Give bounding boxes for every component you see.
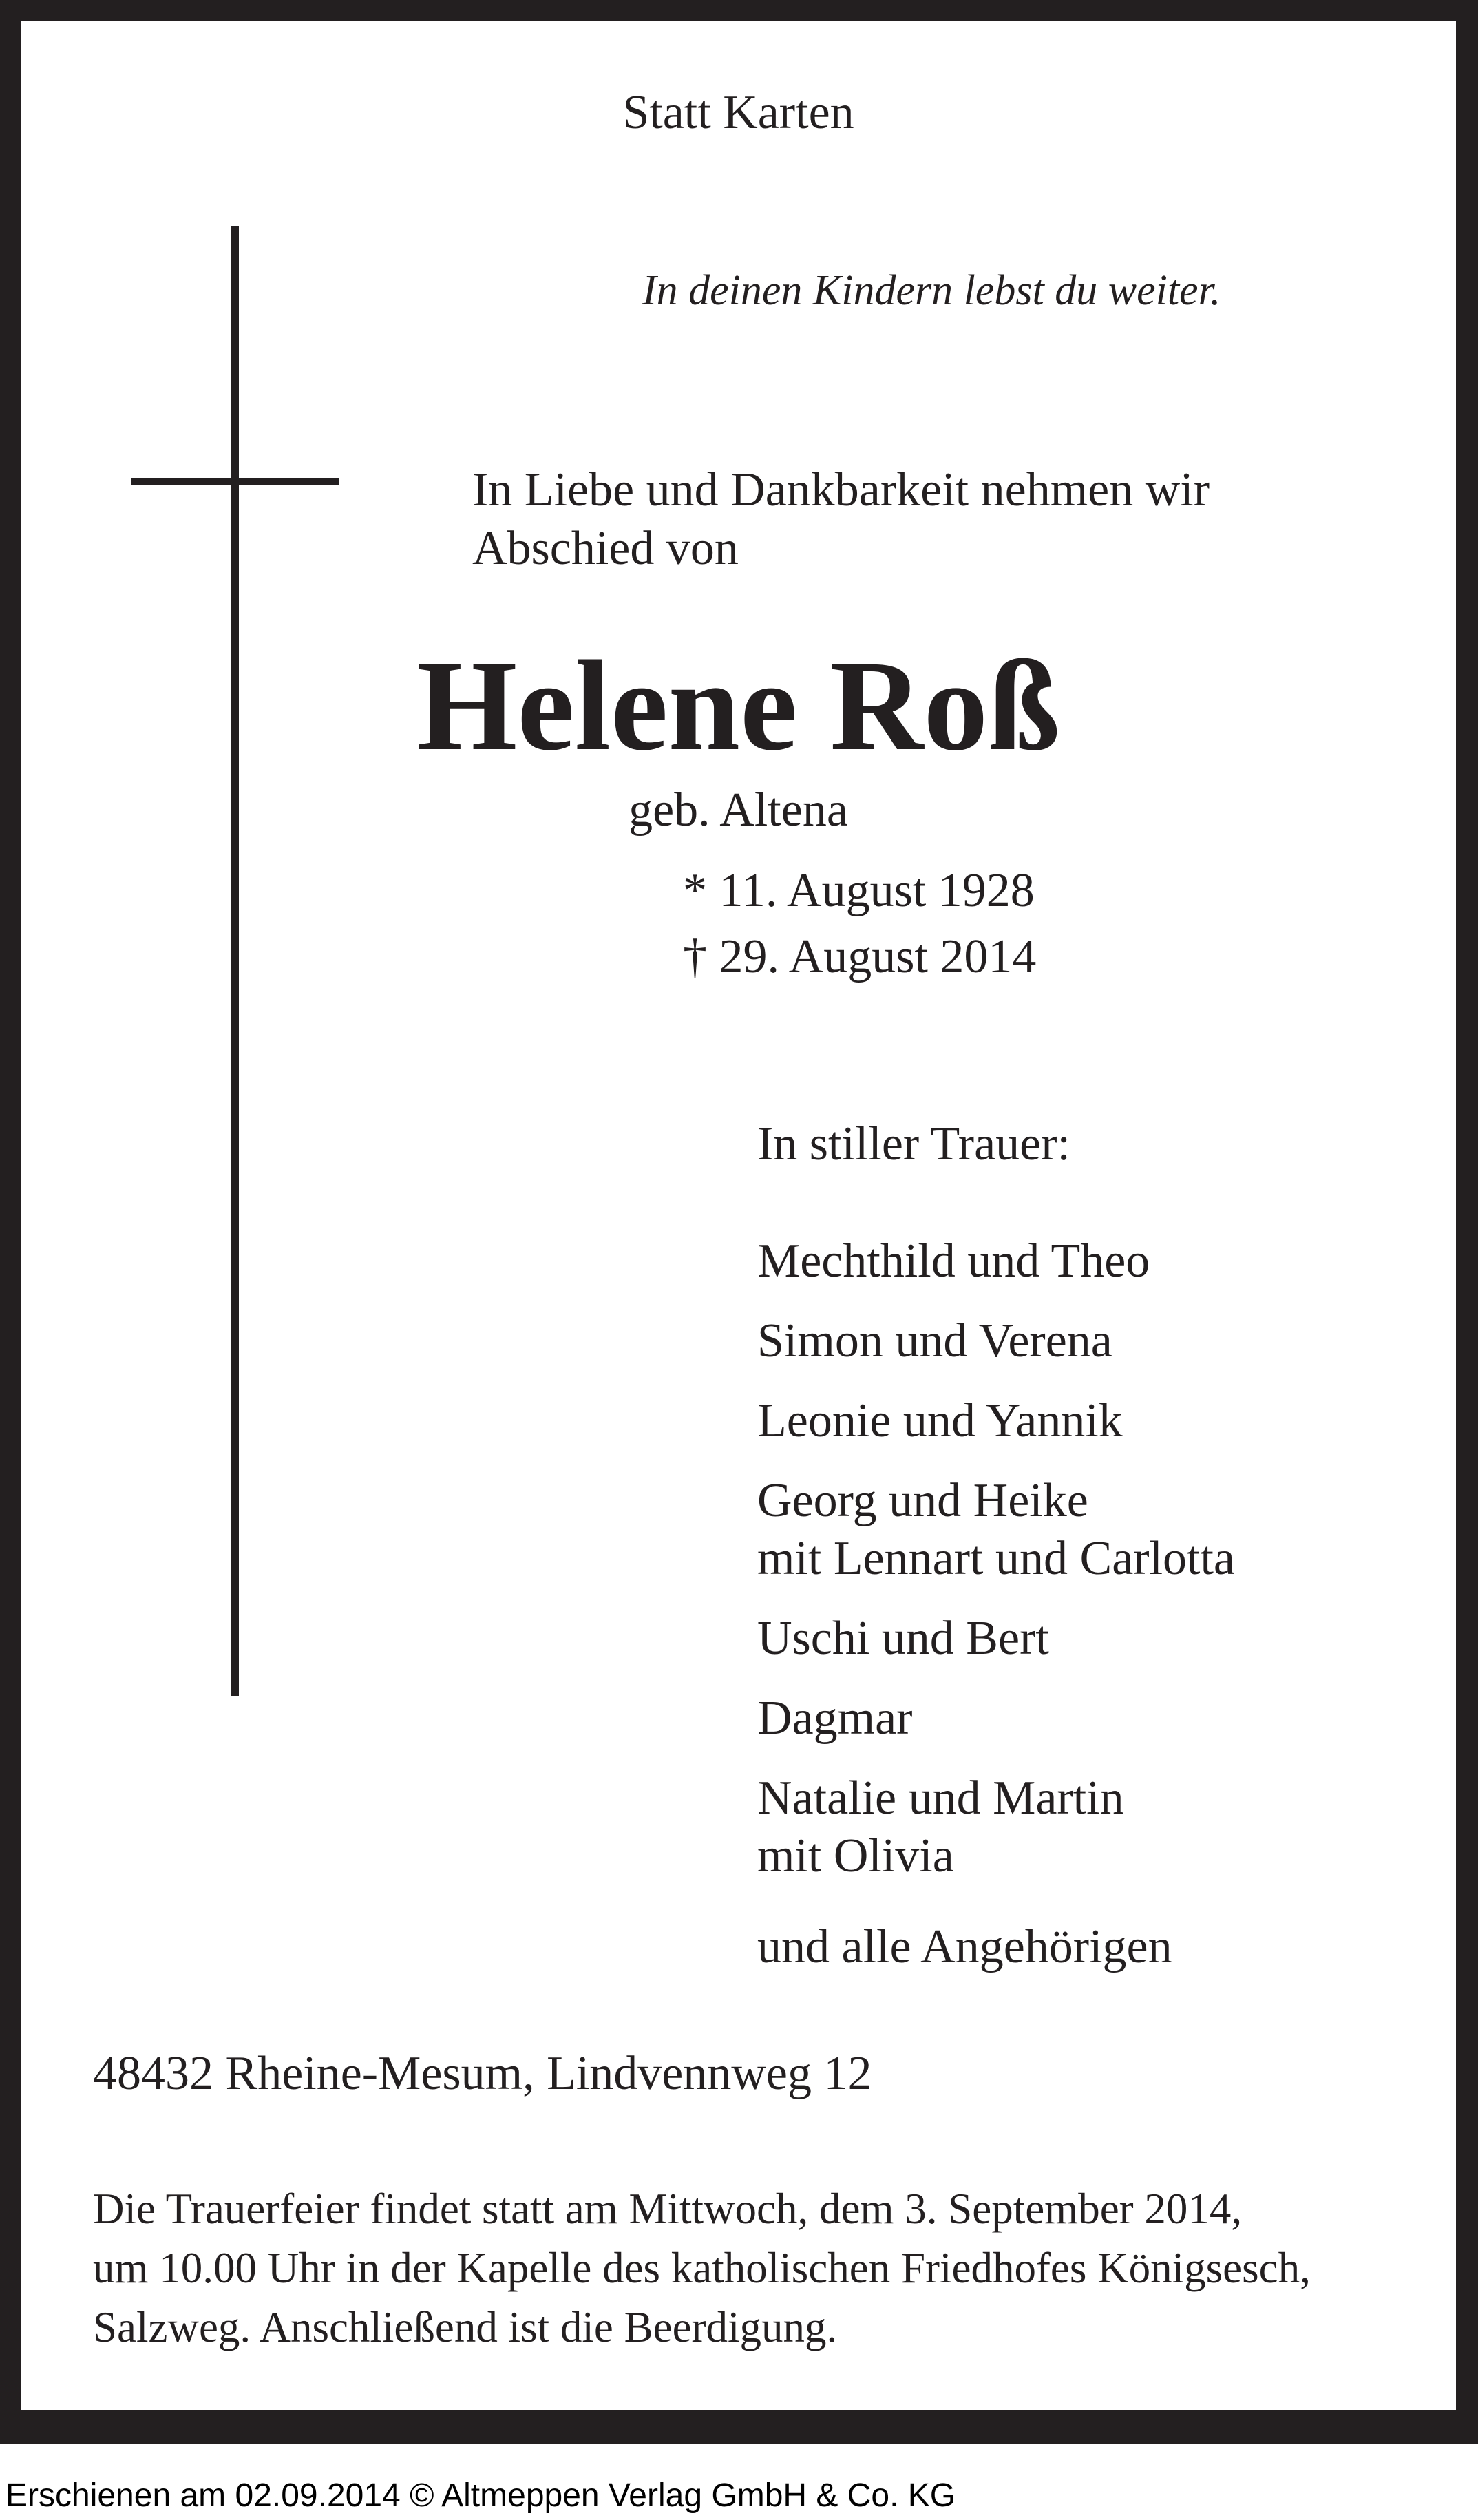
mourner-line: Leonie und Yannik — [757, 1394, 1123, 1447]
birth-date: * 11. August 1928 — [683, 864, 1035, 917]
address: 48432 Rheine-Mesum, Lindvennweg 12 — [93, 2047, 872, 2100]
mourning-label: In stiller Trauer: — [757, 1117, 1070, 1170]
maiden-name: geb. Altena — [629, 784, 848, 837]
intro-line-2: Abschied von — [472, 522, 739, 575]
mourner-entry — [757, 1690, 1235, 1747]
mourner-entry — [757, 1472, 1235, 1588]
obituary-notice — [21, 21, 1456, 2410]
mourner-line: und alle Angehörigen — [757, 1920, 1172, 1973]
ceremony-line: um 10.00 Uhr in der Kapelle des katholischen Friedhofes Königsesch, — [93, 2244, 1311, 2292]
ceremony-line: Die Trauerfeier findet statt am Mittwoch, dem 3. September 2014, — [93, 2185, 1243, 2233]
mourner-entry — [757, 1610, 1235, 1668]
death-date: † 29. August 2014 — [683, 930, 1037, 983]
mourner-line: Natalie und Martin — [757, 1772, 1124, 1825]
ceremony-line: Salzweg. Anschließend ist die Beerdigung. — [93, 2303, 838, 2351]
mourner-entry — [757, 1312, 1235, 1370]
intro-line-1: In Liebe und Dankbarkeit nehmen wir — [472, 463, 1210, 516]
cross-icon-bar — [131, 478, 339, 485]
publication-footer: Erschienen am 02.09.2014 © Altmeppen Verlag GmbH & Co. KG — [6, 2477, 956, 2514]
mourner-line: Georg und Heike — [757, 1474, 1088, 1527]
mourner-line: Simon und Verena — [757, 1314, 1112, 1367]
header-statt-karten: Statt Karten — [622, 86, 854, 139]
mourner-line: Dagmar — [757, 1692, 913, 1745]
mourner-line: Mechthild und Theo — [757, 1235, 1150, 1288]
mourner-line: Uschi und Bert — [757, 1612, 1049, 1665]
mourner-entry — [757, 1770, 1235, 1885]
mourner-line: mit Lennart und Carlotta — [757, 1532, 1235, 1585]
mourner-entry — [757, 1918, 1235, 1976]
mourners-list — [757, 1232, 1235, 1998]
motto: In deinen Kindern lebst du weiter. — [642, 267, 1221, 314]
deceased-name: Helene Roß — [416, 633, 1060, 777]
ceremony-paragraph — [93, 2179, 1435, 2357]
mourner-entry — [757, 1232, 1235, 1290]
mourner-line: mit Olivia — [757, 1829, 954, 1882]
mourner-entry — [757, 1392, 1235, 1450]
cross-icon — [231, 226, 239, 1696]
